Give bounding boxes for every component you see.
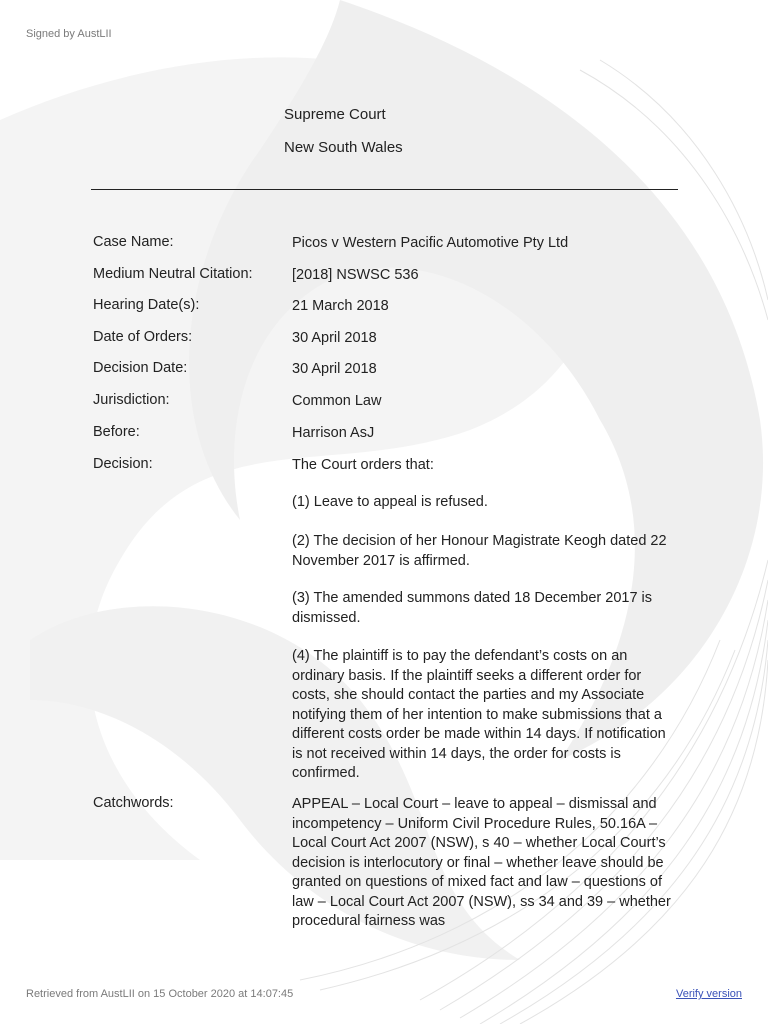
court-state: New South Wales <box>284 139 403 156</box>
orders-date-value: 30 April 2018 <box>292 330 377 346</box>
case-name-value: Picos v Western Pacific Automotive Pty Ltd <box>292 235 569 251</box>
before-label: Before: <box>93 424 140 440</box>
decision-order-2: (2) The decision of her Honour Magistrate Keogh dated 22 November 2017 is affirmed. <box>292 533 667 569</box>
retrieved-notice: Retrieved from AustLII on 15 October 2020 at 14:07:45 <box>26 988 294 1000</box>
decision-date-label: Decision Date: <box>93 360 188 376</box>
signed-notice: Signed by AustLII <box>26 28 112 40</box>
verify-version-link[interactable]: Verify version <box>675 988 742 1000</box>
orders-date-label: Date of Orders: <box>93 329 193 345</box>
decision-order-1: (1) Leave to appeal is refused. <box>292 494 488 510</box>
citation-label: Medium Neutral Citation: <box>93 266 253 282</box>
citation-value: [2018] NSWSC 536 <box>292 267 419 283</box>
hearing-date-value: 21 March 2018 <box>292 298 389 314</box>
catchwords-value: APPEAL – Local Court – leave to appeal – dismissal and incompetency – Uniform Civil Procedure Rules, 50.16A – Local Court Act 2007 (NSW), s 40 – whether Local Court’s decision is interlocutory or final – whether leave should be granted on questions of mixed fact and law – questions of law – Local Court Act 2007 (NSW), ss 34 and 39 – whether procedural fairness was <box>292 796 671 929</box>
decision-intro: The Court orders that: <box>292 457 434 473</box>
case-name-label: Case Name: <box>93 234 174 250</box>
header-divider <box>91 189 678 190</box>
catchwords-label: Catchwords: <box>93 795 174 811</box>
court-name: Supreme Court <box>284 106 386 123</box>
before-value: Harrison AsJ <box>292 425 375 441</box>
decision-label: Decision: <box>93 456 153 472</box>
jurisdiction-label: Jurisdiction: <box>93 392 170 408</box>
decision-date-value: 30 April 2018 <box>292 361 377 377</box>
decision-order-4: (4) The plaintiff is to pay the defendant’s costs on an ordinary basis. If the plaintiff seeks a different order for costs, she should contact the parties and my Associate notifying them of her intention to make submissions that a different costs order be made within 14 days. If notification is not received within 14 days, the order for costs is confirmed. <box>292 648 666 781</box>
jurisdiction-value: Common Law <box>292 393 382 409</box>
hearing-date-label: Hearing Date(s): <box>93 297 200 313</box>
decision-order-3: (3) The amended summons dated 18 December 2017 is dismissed. <box>292 590 653 626</box>
